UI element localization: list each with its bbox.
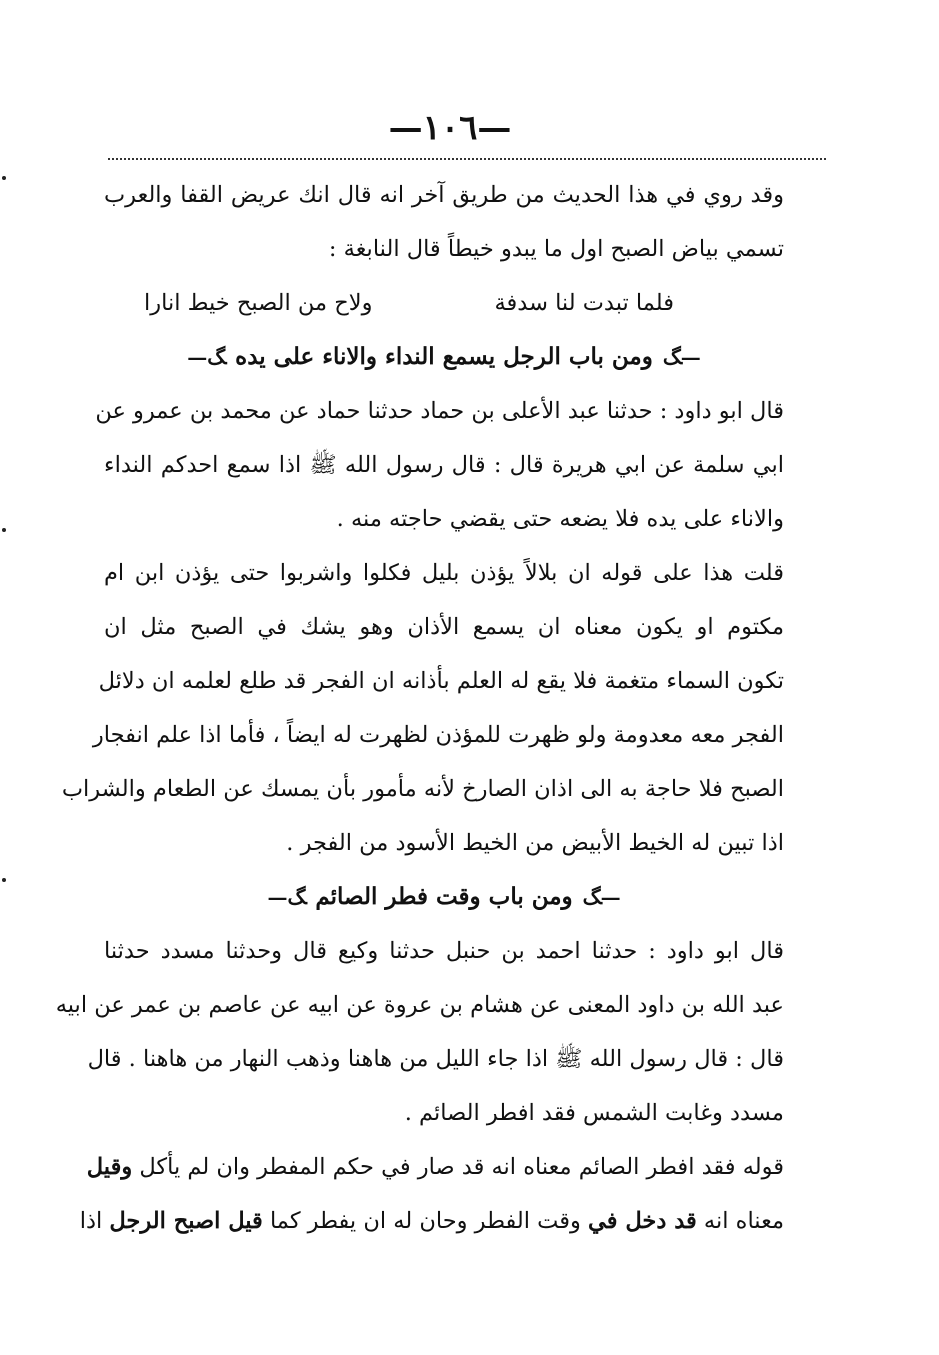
verse-second-hemistich: ولاح من الصبح خيط انارا — [144, 290, 373, 316]
margin-mark — [2, 878, 6, 882]
text-line: قلت هذا على قوله ان بلالاً يؤذن بليل فكلوا واشربوا حتى يؤذن ابن ام — [104, 560, 784, 586]
chapter-heading-text: ومن باب الرجل يسمع النداء والاناء على يده — [235, 343, 653, 370]
text-line: عبد الله بن داود المعنى عن هشام بن عروة عن ابيه عن عاصم بن عمر عن ابيه — [55, 992, 784, 1018]
text-segment-bold: وقيل — [86, 1154, 133, 1180]
text-line: مكتوم او يكون معناه ان يسمع الأذان وهو يشك في الصبح مثل ان — [104, 614, 784, 640]
text-segment-bold: قد دخل في — [588, 1208, 697, 1234]
ornament-right: —ﮓ — [582, 885, 621, 909]
text-line: مسدد وغابت الشمس فقد افطر الصائم . — [404, 1100, 784, 1126]
text-segment: قوله فقد افطر الصائم معناه انه قد صار في حكم المفطر وان لم يأكل — [139, 1154, 784, 1180]
text-segment-bold: قيل اصبح الرجل — [109, 1208, 263, 1234]
text-line — [86, 1140, 784, 1194]
text-line: ابي سلمة عن ابي هريرة قال : قال رسول الله ﷺ اذا سمع احدكم النداء — [104, 452, 784, 478]
ornament-left: ﮓ— — [187, 345, 226, 369]
text-line: قال : قال رسول الله ﷺ اذا جاء الليل من هاهنا وذهب النهار من هاهنا . قال — [87, 1046, 784, 1072]
text-line: تكون السماء متغمة فلا يقع له العلم بأذانه ان الفجر قد طلع لعلمه ان دلائل — [98, 668, 784, 694]
header-dotted-rule — [108, 158, 826, 160]
text-line: قال ابو داود : حدثنا عبد الأعلى بن حماد حدثنا حماد عن محمد بن عمرو عن — [95, 398, 784, 424]
text-line: والاناء على يده فلا يضعه حتى يقضي حاجته منه . — [336, 506, 784, 532]
text-segment: معناه انه — [703, 1208, 784, 1234]
ornament-right: —ﮓ — [662, 345, 701, 369]
text-line — [79, 1194, 784, 1248]
chapter-heading — [104, 330, 784, 384]
chapter-heading — [104, 870, 784, 924]
margin-mark — [2, 528, 6, 532]
text-line: تسمي بياض الصبح اول ما يبدو خيطاً قال النابغة : — [328, 236, 784, 262]
text-segment: وقت الفطر وحان له ان يفطر كما — [269, 1208, 581, 1234]
text-line: قال ابو داود : حدثنا احمد بن حنبل حدثنا وكيع قال وحدثنا مسدد حدثنا — [104, 938, 784, 964]
text-line: اذا تبين له الخيط الأبيض من الخيط الأسود من الفجر . — [286, 830, 784, 856]
page-number: —١٠٦— — [388, 108, 512, 148]
text-segment: اذا — [79, 1208, 103, 1234]
margin-mark — [2, 176, 6, 180]
text-line: الفجر معه معدومة ولو ظهرت للمؤذن لظهرت له ايضاً ، فأما اذا علم انفجار — [92, 722, 784, 748]
poem-verse — [104, 276, 784, 330]
ornament-left: ﮓ— — [267, 885, 306, 909]
verse-first-hemistich: فلما تبدت لنا سدفة — [494, 290, 674, 316]
chapter-heading-text: ومن باب وقت فطر الصائم — [315, 883, 573, 910]
text-line: الصبح فلا حاجة به الى اذان الصارخ لأنه مأمور بأن يمسك عن الطعام والشراب — [61, 776, 784, 802]
text-line: وقد روي في هذا الحديث من طريق آخر انه قال انك عريض القفا والعرب — [104, 182, 784, 208]
body-text — [55, 168, 784, 1248]
